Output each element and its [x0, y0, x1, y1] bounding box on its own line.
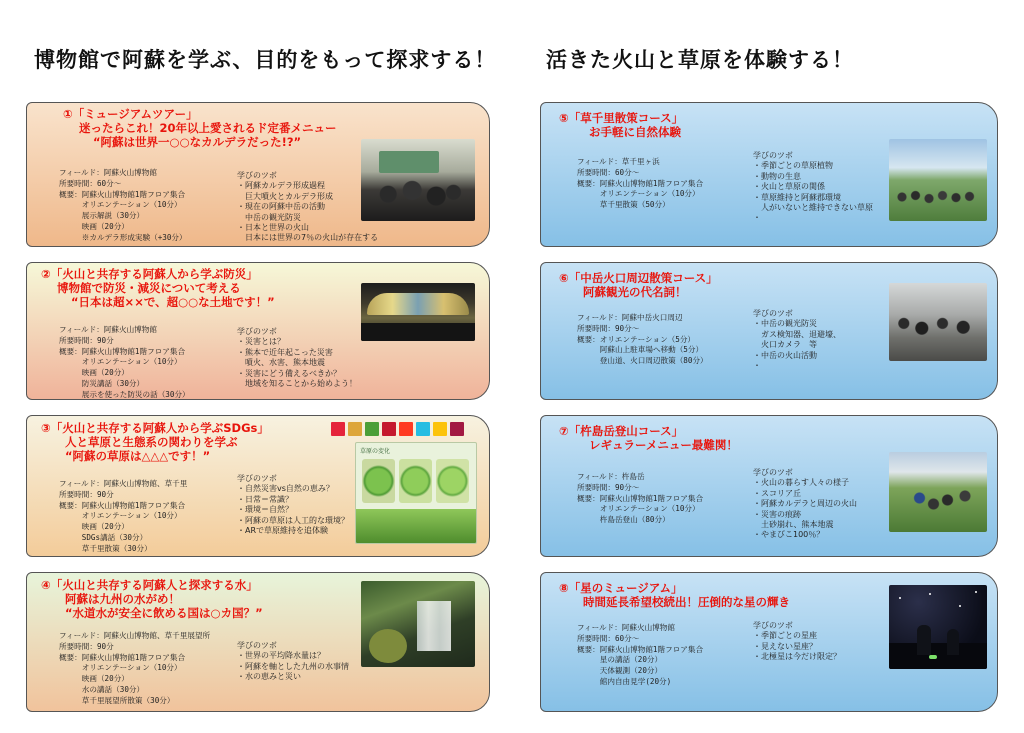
overview-step: オリエンテーション（10分）	[59, 200, 182, 210]
theater-photo	[361, 283, 475, 341]
duration-text: 所要時間：90分～	[577, 323, 640, 333]
card-subtitle: 人と草原と生態系の関わりを学ぶ	[65, 435, 238, 449]
overview-step: 映画（20分）	[59, 221, 129, 231]
tip-item: ・中岳の観光防災	[753, 319, 817, 329]
sdg-icons	[331, 416, 481, 438]
overview-step: オリエンテーション（10分）	[59, 357, 182, 367]
overview-text: 概要：阿蘇火山博物館1階フロア集合	[59, 500, 186, 510]
card-question: “水道水が安全に飲める国は○カ国？”	[65, 606, 263, 620]
card-subtitle: 博物館で防災・減災について考える	[57, 281, 241, 295]
learning-points	[237, 641, 349, 683]
overview-step: オリエンテーション（10分）	[59, 511, 182, 521]
duration-text: 所要時間：90分～	[577, 482, 640, 492]
tip-item: ・水の恵みと災い	[237, 672, 301, 682]
tip-item: ・世界の平均降水量は？	[237, 651, 325, 661]
overview-text: 概要：阿蘇火山博物館1階フロア集合	[577, 493, 704, 503]
card-title	[41, 267, 275, 309]
tip-item: ・	[753, 361, 761, 371]
overview-step: 杵島岳登山（80分）	[577, 515, 670, 525]
tips-heading: 学びのツボ	[753, 621, 793, 630]
overview-text: 概要：阿蘇火山博物館1階フロア集合	[59, 189, 186, 199]
tip-item: ・日本と世界の火山	[237, 223, 309, 233]
sdg-goal-icon	[399, 422, 413, 436]
tips-heading: 学びのツボ	[237, 171, 277, 180]
overview-step: 星の講話（20分）	[577, 655, 663, 665]
tip-item: ・北極星は今だけ限定？	[753, 652, 841, 662]
tip-item: ・阿蘇の草原は人工的な環境？	[237, 515, 349, 525]
card-question: “阿蘇は世界一○○なカルデラだった!?”	[93, 135, 302, 149]
overview-text: 概要：阿蘇火山博物館1階フロア集合	[577, 644, 704, 654]
card-museum-tour[interactable]	[26, 102, 490, 247]
tip-item: ・季節ごとの星座	[753, 631, 817, 641]
learning-points	[753, 621, 841, 663]
field-text: フィールド：杵島岳	[577, 472, 645, 481]
field-text: フィールド：阿蘇火山博物館、草千里展望所	[59, 631, 211, 640]
overview-text: 概要：阿蘇火山博物館1階フロア集合	[577, 178, 704, 188]
course-info	[577, 623, 703, 688]
tips-heading: 学びのツボ	[753, 309, 793, 318]
duration-text: 所要時間：60分～	[577, 633, 640, 643]
overview-text: 概要：オリエンテーション（5分）	[577, 334, 696, 344]
card-question: “阿蘇の草原は△△△です！”	[65, 449, 211, 463]
overview-step: 映画（20分）	[59, 674, 129, 684]
field-text: フィールド：阿蘇火山博物館	[577, 623, 675, 632]
card-title-text: ②「火山と共存する阿蘇人から学ぶ防災」	[41, 267, 258, 281]
museum-tour-photo	[361, 139, 475, 221]
field-text: フィールド：阿蘇火山博物館	[59, 325, 157, 334]
tip-item: ・環境＝自然？	[237, 505, 293, 515]
course-info	[59, 168, 187, 244]
field-text: フィールド：草千里ヶ浜	[577, 157, 660, 166]
tip-item: 火口カメラ 等	[753, 340, 817, 350]
duration-text: 所要時間：90分	[59, 489, 114, 499]
duration-text: 所要時間：90分	[59, 335, 114, 345]
tip-item: ・	[753, 213, 761, 223]
learning-points	[753, 309, 841, 371]
sdg-goal-icon	[365, 422, 379, 436]
tip-item: ・阿蘇を軸とした九州の水事情	[237, 661, 349, 671]
tip-item: ・見えない星座？	[753, 641, 817, 651]
overview-step: オリエンテーション（10分）	[577, 189, 700, 199]
course-info	[59, 479, 187, 555]
tip-item: 巨大噴火とカルデラ形成	[237, 191, 333, 201]
sdg-goal-icon	[348, 422, 362, 436]
tip-item: ・スコリア丘	[753, 488, 801, 498]
card-title-text: ⑧「星のミュージアム」	[559, 581, 683, 595]
tip-item: 噴火、水害、熊本地震	[237, 358, 325, 368]
card-subtitle: 時間延長希望校続出！圧倒的な星の輝き	[583, 595, 790, 609]
tip-item: ・季節ごとの草原植物	[753, 161, 833, 171]
tip-item: 地域を知ることから始めよう！	[237, 379, 357, 389]
learning-points	[237, 327, 357, 389]
tips-heading: 学びのツボ	[753, 468, 793, 477]
overview-step: 展示解説（30分）	[59, 211, 145, 221]
overview-step: 草千里展望所散策（30分）	[59, 695, 175, 705]
overview-step: 草千里散策（30分）	[59, 543, 152, 553]
tip-item: ・災害にどう備えるべきか？	[237, 368, 341, 378]
card-subtitle: レギュラーメニュー最難関！	[589, 438, 738, 452]
course-info	[59, 631, 210, 707]
duration-text: 所要時間：60分～	[59, 178, 122, 188]
tip-item: ・熊本で近年起こった災害	[237, 347, 333, 357]
tips-heading: 学びのツボ	[237, 641, 277, 650]
tip-item: 土砂崩れ、熊本地震	[753, 520, 834, 530]
card-title-text: ④「火山と共存する阿蘇人と探求する水」	[41, 578, 258, 592]
tip-item: ・自然災害vs自然の恵み？	[237, 484, 334, 494]
sdg-goal-icon	[331, 422, 345, 436]
hiking-photo	[889, 452, 987, 532]
tip-item: ・阿蘇カルデラと周辺の火山	[753, 499, 857, 509]
overview-step: 天体観測（20分）	[577, 666, 663, 676]
grassland-walk-photo	[889, 139, 987, 221]
card-crater-walk[interactable]	[540, 262, 998, 400]
tips-heading: 学びのツボ	[237, 474, 277, 483]
card-kishimadake-hike[interactable]	[540, 415, 998, 557]
tip-item: ・災害の痕跡	[753, 509, 801, 519]
overview-step: 映画（20分）	[59, 522, 129, 532]
course-info	[577, 157, 703, 211]
overview-step: SDGs講話（30分）	[59, 532, 148, 542]
sdg-goal-icon	[382, 422, 396, 436]
sdg-goal-icon	[416, 422, 430, 436]
tip-item: ガス検知器、退避壕、	[753, 329, 841, 339]
card-title	[41, 421, 269, 463]
tip-item: ・火山と草原の関係	[753, 182, 825, 192]
overview-step: 展示を使った防災の話（30分）	[59, 389, 190, 399]
tips-heading: 学びのツボ	[753, 151, 793, 160]
sdg-goal-icon	[433, 422, 447, 436]
card-title	[559, 424, 738, 452]
overview-step: オリエンテーション（10分）	[577, 504, 700, 514]
tips-heading: 学びのツボ	[237, 327, 277, 336]
card-question: “日本は超××で、超○○な土地です！”	[71, 295, 275, 309]
overview-step: ※カルデラ形成実験（+30分）	[59, 232, 187, 242]
waterfall-photo	[361, 581, 475, 667]
card-title-text: ⑥「中岳火口周辺散策コース」	[559, 271, 718, 285]
card-sdgs[interactable]	[26, 415, 490, 557]
learning-points	[237, 171, 378, 244]
overview-step: オリエンテーション（10分）	[59, 663, 182, 673]
card-title	[559, 581, 790, 609]
tip-item: ・現在の阿蘇中岳の活動	[237, 202, 325, 212]
overview-step: 防災講話（30分）	[59, 378, 145, 388]
overview-step: 草千里散策（50分）	[577, 200, 670, 210]
card-subtitle: 迷ったらこれ！20年以上愛されるド定番メニュー	[79, 121, 337, 135]
card-title-text: ③「火山と共存する阿蘇人から学ぶSDGs」	[41, 421, 269, 435]
card-title	[559, 271, 718, 299]
course-info	[577, 313, 708, 367]
tip-item: 人がいないと維持できない草原	[753, 203, 873, 213]
tip-item: ・動物の生息	[753, 171, 801, 181]
right-heading: 活きた火山と草原を体験する！	[546, 48, 854, 72]
card-title-text: ⑦「杵島岳登山コース」	[559, 424, 684, 438]
grassland-change-panel	[355, 442, 477, 544]
card-star-museum[interactable]	[540, 572, 998, 712]
tip-item: 中岳の観光防災	[237, 212, 301, 222]
card-subtitle: 阿蘇は九州の水がめ！	[65, 592, 180, 606]
field-text: フィールド：阿蘇中岳火口周辺	[577, 313, 683, 322]
tip-item: ・日常＝常識？	[237, 494, 293, 504]
field-text: フィールド：阿蘇火山博物館、草千里	[59, 479, 188, 488]
overview-text: 概要：阿蘇火山博物館1階フロア集合	[59, 652, 186, 662]
duration-text: 所要時間：60分～	[577, 167, 640, 177]
overview-text: 概要：阿蘇火山博物館1階フロア集合	[59, 346, 186, 356]
tip-item: ・ARで草原維持を追体験	[237, 526, 329, 536]
overview-step: 館内自由見学(20分)	[577, 676, 672, 686]
crater-photo	[889, 283, 987, 361]
card-subtitle: 阿蘇観光の代名詞！	[583, 285, 687, 299]
card-subtitle: お手軽に自然体験	[589, 125, 681, 139]
overview-step: 阿蘇山上駐車場へ移動（5分）	[577, 345, 704, 355]
learning-points	[237, 474, 349, 536]
overview-step: 水の講話（30分）	[59, 684, 145, 694]
learning-points	[753, 151, 873, 224]
learning-points	[753, 468, 857, 541]
duration-text: 所要時間：90分	[59, 641, 114, 651]
card-water[interactable]	[26, 572, 490, 712]
tip-item: ・やまびこ100％？	[753, 530, 825, 540]
tip-item: ・阿蘇カルデラ形成過程	[237, 181, 325, 191]
tip-item: ・草原維持と阿蘇郡環境	[753, 192, 841, 202]
card-title	[559, 111, 683, 139]
sdg-goal-icon	[450, 422, 464, 436]
tip-item: 日本には世界の7％の火山が存在する	[237, 233, 379, 243]
panel-title: 草原の変化	[360, 448, 391, 455]
card-disaster-prevention[interactable]	[26, 262, 490, 400]
card-title-text: ①「ミュージアムツアー」	[63, 107, 198, 121]
night-sky-photo	[889, 585, 987, 669]
tip-item: ・中岳の火山活動	[753, 350, 817, 360]
card-title-text: ⑤「草千里散策コース」	[559, 111, 684, 125]
card-kusasenri-walk[interactable]	[540, 102, 998, 247]
overview-step: 登山道、火口周辺散策（80分）	[577, 356, 708, 366]
course-info	[59, 325, 190, 400]
card-title	[63, 107, 337, 149]
card-title	[41, 578, 263, 620]
left-heading: 博物館で阿蘇を学ぶ、目的をもって探求する！	[34, 48, 497, 72]
course-info	[577, 472, 703, 526]
tip-item: ・災害とは？	[237, 337, 285, 347]
field-text: フィールド：阿蘇火山博物館	[59, 168, 157, 177]
overview-step: 映画（20分）	[59, 368, 129, 378]
tip-item: ・火山の暮らす人々の様子	[753, 478, 849, 488]
